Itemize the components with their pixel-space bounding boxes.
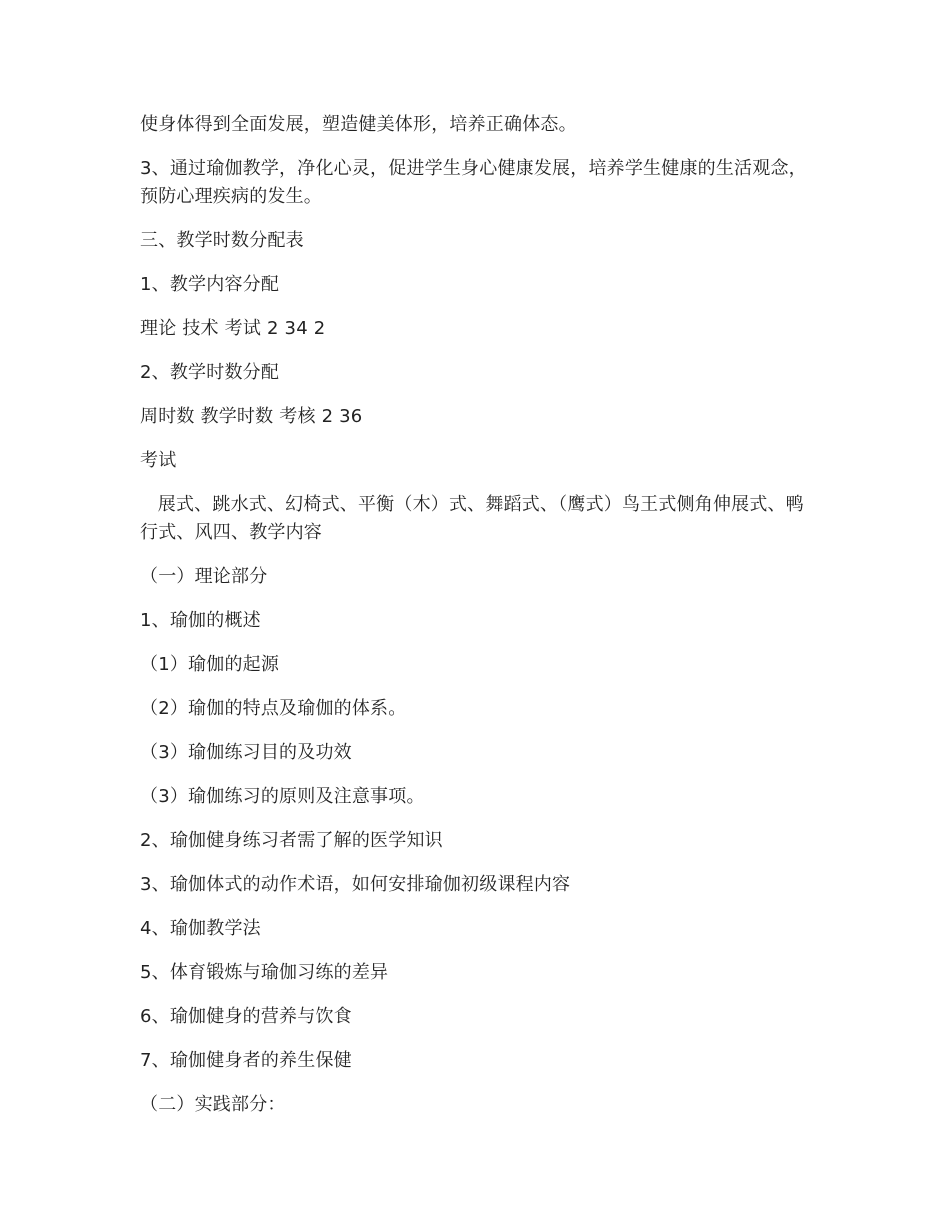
paragraph-item-3-yoga-teaching: 3、通过瑜伽教学，净化心灵，促进学生身心健康发展，培养学生健康的生活观念，预防心理疾病的发生。 [140, 158, 807, 207]
subheading-hours-allocation: 2、教学时数分配 [140, 362, 280, 383]
section-heading-hours-table: 三、教学时数分配表 [140, 230, 304, 251]
exam-label: 考试 [140, 450, 177, 471]
list-item-yoga-origin: （1）瑜伽的起源 [140, 654, 280, 675]
list-item-medical-knowledge: 2、瑜伽健身练习者需了解的医学知识 [140, 830, 443, 851]
list-item-yoga-purpose: （3）瑜伽练习目的及功效 [140, 742, 352, 763]
list-item-yoga-overview: 1、瑜伽的概述 [140, 610, 261, 631]
list-item-teaching-method: 4、瑜伽教学法 [140, 918, 261, 939]
list-item-yoga-features: （2）瑜伽的特点及瑜伽的体系。 [140, 698, 407, 719]
list-item-yoga-principles: （3）瑜伽练习的原则及注意事项。 [140, 786, 425, 807]
content-allocation-values: 理论 技术 考试 2 34 2 [140, 318, 326, 339]
document-body [140, 111, 810, 1135]
hours-allocation-values: 周时数 教学时数 考核 2 36 [140, 406, 363, 427]
subheading-theory-part: （一）理论部分 [140, 566, 268, 587]
list-item-nutrition: 6、瑜伽健身的营养与饮食 [140, 1006, 352, 1027]
paragraph-body-development: 使身体得到全面发展，塑造健美体形，培养正确体态。 [140, 114, 577, 135]
paragraph-poses-list: 展式、跳水式、幻椅式、平衡（木）式、舞蹈式、（鹰式）鸟王式侧角伸展式、鸭行式、风四、教学内容 [140, 494, 804, 543]
list-item-pose-terminology: 3、瑜伽体式的动作术语，如何安排瑜伽初级课程内容 [140, 874, 571, 895]
subheading-practice-part: （二）实践部分： [140, 1094, 286, 1115]
list-item-health-care: 7、瑜伽健身者的养生保健 [140, 1050, 352, 1071]
list-item-exercise-differences: 5、体育锻炼与瑜伽习练的差异 [140, 962, 389, 983]
subheading-content-allocation: 1、教学内容分配 [140, 274, 280, 295]
